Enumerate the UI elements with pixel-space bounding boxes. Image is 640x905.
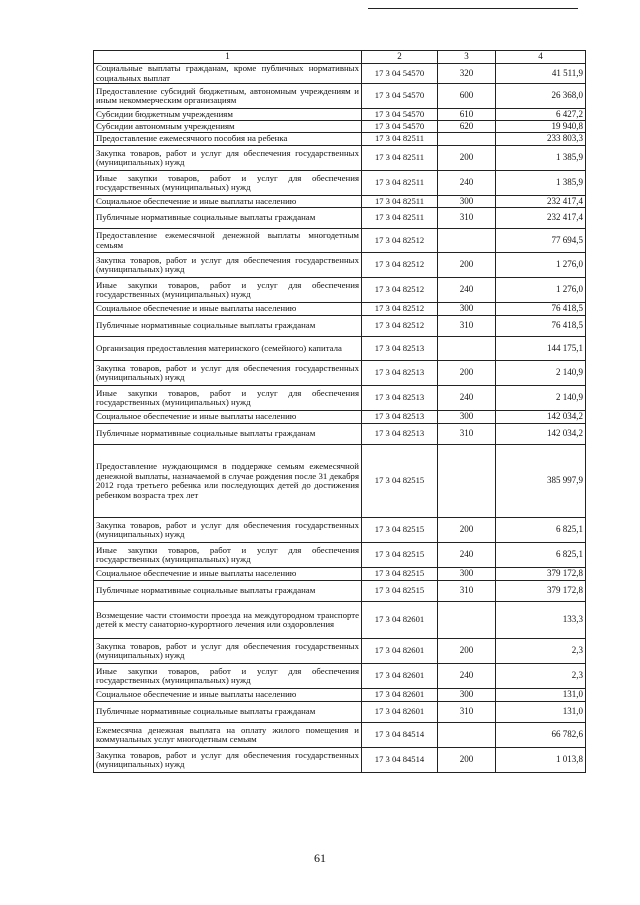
row-code-cell: 17 3 04 82512	[362, 316, 438, 337]
row-code-cell: 17 3 04 82513	[362, 337, 438, 361]
row-code-cell: 17 3 04 82515	[362, 445, 438, 518]
row-amount-cell: 6 825,1	[496, 518, 586, 543]
table-row	[94, 602, 586, 639]
row-name-cell: Закупка товаров, работ и услуг для обеспечения государственных (муниципальных) нужд	[94, 748, 362, 773]
row-name-cell: Публичные нормативные социальные выплаты гражданам	[94, 424, 362, 445]
row-kvr-cell: 610	[438, 109, 496, 121]
row-name-cell: Предоставление ежемесячной денежной выплаты многодетным семьям	[94, 229, 362, 253]
table-row	[94, 278, 586, 303]
row-amount-cell: 379 172,8	[496, 568, 586, 581]
row-amount-cell: 66 782,6	[496, 723, 586, 748]
row-kvr-cell	[438, 723, 496, 748]
row-amount-cell: 2,3	[496, 664, 586, 689]
table-row	[94, 146, 586, 171]
row-name-cell: Публичные нормативные социальные выплаты гражданам	[94, 581, 362, 602]
row-amount-cell: 76 418,5	[496, 316, 586, 337]
header-cell-2: 2	[362, 51, 438, 64]
table-row	[94, 581, 586, 602]
table-row	[94, 121, 586, 133]
page-number: 61	[314, 851, 326, 865]
table-row	[94, 639, 586, 664]
row-name-cell: Иные закупки товаров, работ и услуг для обеспечения государственных (муниципальных) нужд	[94, 664, 362, 689]
row-name-cell: Иные закупки товаров, работ и услуг для обеспечения государственных (муниципальных) нужд	[94, 278, 362, 303]
table-row	[94, 543, 586, 568]
row-kvr-cell: 310	[438, 316, 496, 337]
row-kvr-cell: 620	[438, 121, 496, 133]
row-amount-cell: 144 175,1	[496, 337, 586, 361]
row-name-cell: Возмещение части стоимости проезда на междугородном транспорте детей к месту санаторно-курортного лечения или оздоровления	[94, 602, 362, 639]
row-name-cell: Субсидии бюджетным учреждениям	[94, 109, 362, 121]
row-amount-cell: 131,0	[496, 702, 586, 723]
row-kvr-cell: 600	[438, 84, 496, 109]
row-name-cell: Закупка товаров, работ и услуг для обеспечения государственных (муниципальных) нужд	[94, 639, 362, 664]
row-code-cell: 17 3 04 82515	[362, 518, 438, 543]
row-name-cell: Иные закупки товаров, работ и услуг для обеспечения государственных (муниципальных) нужд	[94, 386, 362, 411]
budget-table	[93, 50, 586, 773]
row-code-cell: 17 3 04 82513	[362, 411, 438, 424]
table-row	[94, 133, 586, 146]
table-row	[94, 361, 586, 386]
row-kvr-cell	[438, 133, 496, 146]
table-row	[94, 411, 586, 424]
row-name-cell: Закупка товаров, работ и услуг для обеспечения государственных (муниципальных) нужд	[94, 361, 362, 386]
row-kvr-cell: 240	[438, 171, 496, 196]
row-code-cell: 17 3 04 54570	[362, 109, 438, 121]
row-code-cell: 17 3 04 82511	[362, 196, 438, 208]
header-cell-4: 4	[496, 51, 586, 64]
table-row	[94, 229, 586, 253]
row-kvr-cell: 200	[438, 748, 496, 773]
row-name-cell: Социальные выплаты гражданам, кроме публичных нормативных социальных выплат	[94, 64, 362, 84]
row-code-cell: 17 3 04 82511	[362, 133, 438, 146]
table-row	[94, 109, 586, 121]
table-row	[94, 171, 586, 196]
row-code-cell: 17 3 04 82513	[362, 386, 438, 411]
row-amount-cell: 2 140,9	[496, 361, 586, 386]
row-code-cell: 17 3 04 84514	[362, 748, 438, 773]
row-kvr-cell: 320	[438, 64, 496, 84]
row-code-cell: 17 3 04 82512	[362, 278, 438, 303]
row-name-cell: Предоставление нуждающимся в поддержке семьям ежемесячной денежной выплаты, назначаемой в случае рождения после 31 декабря 2012 года третьего ребенка или последующих детей до достижения ребенком возраста трех лет	[94, 445, 362, 518]
row-code-cell: 17 3 04 82601	[362, 664, 438, 689]
table-row	[94, 445, 586, 518]
row-code-cell: 17 3 04 82515	[362, 568, 438, 581]
row-kvr-cell: 240	[438, 386, 496, 411]
row-kvr-cell	[438, 445, 496, 518]
table-row	[94, 702, 586, 723]
row-code-cell: 17 3 04 84514	[362, 723, 438, 748]
table-row	[94, 303, 586, 316]
row-amount-cell: 6 427,2	[496, 109, 586, 121]
row-kvr-cell: 300	[438, 303, 496, 316]
row-name-cell: Социальное обеспечение и иные выплаты населению	[94, 303, 362, 316]
row-name-cell: Предоставление ежемесячного пособия на ребенка	[94, 133, 362, 146]
table-row	[94, 386, 586, 411]
row-code-cell: 17 3 04 82511	[362, 146, 438, 171]
row-amount-cell: 26 368,0	[496, 84, 586, 109]
row-amount-cell: 232 417,4	[496, 208, 586, 229]
table-row	[94, 689, 586, 702]
header-cell-1: 1	[94, 51, 362, 64]
row-kvr-cell: 300	[438, 411, 496, 424]
row-amount-cell: 1 385,9	[496, 171, 586, 196]
row-amount-cell: 77 694,5	[496, 229, 586, 253]
row-amount-cell: 385 997,9	[496, 445, 586, 518]
row-code-cell: 17 3 04 82513	[362, 361, 438, 386]
row-name-cell: Предоставление субсидий бюджетным, автономным учреждениям и иным некоммерческим организациям	[94, 84, 362, 109]
table-row	[94, 518, 586, 543]
row-amount-cell: 1 276,0	[496, 253, 586, 278]
row-amount-cell: 2,3	[496, 639, 586, 664]
row-code-cell: 17 3 04 82601	[362, 639, 438, 664]
table-row	[94, 568, 586, 581]
row-amount-cell: 1 013,8	[496, 748, 586, 773]
row-name-cell: Социальное обеспечение и иные выплаты населению	[94, 196, 362, 208]
row-amount-cell: 131,0	[496, 689, 586, 702]
row-code-cell: 17 3 04 82601	[362, 689, 438, 702]
table-row	[94, 84, 586, 109]
row-name-cell: Субсидии автономным учреждениям	[94, 121, 362, 133]
row-code-cell: 17 3 04 54570	[362, 121, 438, 133]
row-name-cell: Закупка товаров, работ и услуг для обеспечения государственных (муниципальных) нужд	[94, 253, 362, 278]
row-code-cell: 17 3 04 82515	[362, 543, 438, 568]
row-code-cell: 17 3 04 82511	[362, 208, 438, 229]
row-amount-cell: 76 418,5	[496, 303, 586, 316]
row-amount-cell: 233 803,3	[496, 133, 586, 146]
row-kvr-cell: 200	[438, 146, 496, 171]
row-amount-cell: 379 172,8	[496, 581, 586, 602]
row-code-cell: 17 3 04 82601	[362, 602, 438, 639]
row-kvr-cell: 200	[438, 253, 496, 278]
header-cell-3: 3	[438, 51, 496, 64]
row-amount-cell: 142 034,2	[496, 411, 586, 424]
row-kvr-cell	[438, 337, 496, 361]
row-name-cell: Публичные нормативные социальные выплаты гражданам	[94, 702, 362, 723]
table-row	[94, 253, 586, 278]
table-row	[94, 723, 586, 748]
row-amount-cell: 133,3	[496, 602, 586, 639]
table-row	[94, 64, 586, 84]
row-kvr-cell: 300	[438, 689, 496, 702]
row-code-cell: 17 3 04 82601	[362, 702, 438, 723]
row-kvr-cell: 300	[438, 568, 496, 581]
row-name-cell: Иные закупки товаров, работ и услуг для обеспечения государственных (муниципальных) нужд	[94, 171, 362, 196]
row-code-cell: 17 3 04 82512	[362, 303, 438, 316]
row-amount-cell: 232 417,4	[496, 196, 586, 208]
row-kvr-cell: 310	[438, 581, 496, 602]
row-code-cell: 17 3 04 82511	[362, 171, 438, 196]
row-amount-cell: 142 034,2	[496, 424, 586, 445]
row-kvr-cell: 240	[438, 543, 496, 568]
row-code-cell: 17 3 04 82512	[362, 229, 438, 253]
row-kvr-cell: 240	[438, 278, 496, 303]
row-name-cell: Ежемесячна денежная выплата на оплату жилого помещения и коммунальных услуг многодетным семьям	[94, 723, 362, 748]
row-name-cell: Закупка товаров, работ и услуг для обеспечения государственных (муниципальных) нужд	[94, 518, 362, 543]
table-row	[94, 196, 586, 208]
row-amount-cell: 6 825,1	[496, 543, 586, 568]
table-row	[94, 424, 586, 445]
table-header-row	[94, 51, 586, 64]
row-kvr-cell	[438, 229, 496, 253]
row-code-cell: 17 3 04 82515	[362, 581, 438, 602]
row-amount-cell: 1 276,0	[496, 278, 586, 303]
row-name-cell: Публичные нормативные социальные выплаты гражданам	[94, 316, 362, 337]
row-amount-cell: 19 940,8	[496, 121, 586, 133]
row-code-cell: 17 3 04 54570	[362, 64, 438, 84]
table-row	[94, 337, 586, 361]
table-row	[94, 208, 586, 229]
table-row	[94, 664, 586, 689]
row-name-cell: Закупка товаров, работ и услуг для обеспечения государственных (муниципальных) нужд	[94, 146, 362, 171]
row-kvr-cell: 310	[438, 702, 496, 723]
row-name-cell: Организация предоставления материнского (семейного) капитала	[94, 337, 362, 361]
row-kvr-cell: 300	[438, 196, 496, 208]
row-kvr-cell: 310	[438, 208, 496, 229]
row-code-cell: 17 3 04 82512	[362, 253, 438, 278]
row-kvr-cell: 240	[438, 664, 496, 689]
row-name-cell: Публичные нормативные социальные выплаты гражданам	[94, 208, 362, 229]
row-amount-cell: 1 385,9	[496, 146, 586, 171]
row-name-cell: Иные закупки товаров, работ и услуг для обеспечения государственных (муниципальных) нужд	[94, 543, 362, 568]
top-rule	[368, 8, 578, 9]
row-kvr-cell: 310	[438, 424, 496, 445]
table-row	[94, 316, 586, 337]
row-kvr-cell: 200	[438, 518, 496, 543]
row-kvr-cell: 200	[438, 361, 496, 386]
row-amount-cell: 2 140,9	[496, 386, 586, 411]
row-kvr-cell	[438, 602, 496, 639]
table-row	[94, 748, 586, 773]
row-name-cell: Социальное обеспечение и иные выплаты населению	[94, 689, 362, 702]
row-name-cell: Социальное обеспечение и иные выплаты населению	[94, 568, 362, 581]
row-kvr-cell: 200	[438, 639, 496, 664]
row-code-cell: 17 3 04 54570	[362, 84, 438, 109]
row-amount-cell: 41 511,9	[496, 64, 586, 84]
row-name-cell: Социальное обеспечение и иные выплаты населению	[94, 411, 362, 424]
row-code-cell: 17 3 04 82513	[362, 424, 438, 445]
